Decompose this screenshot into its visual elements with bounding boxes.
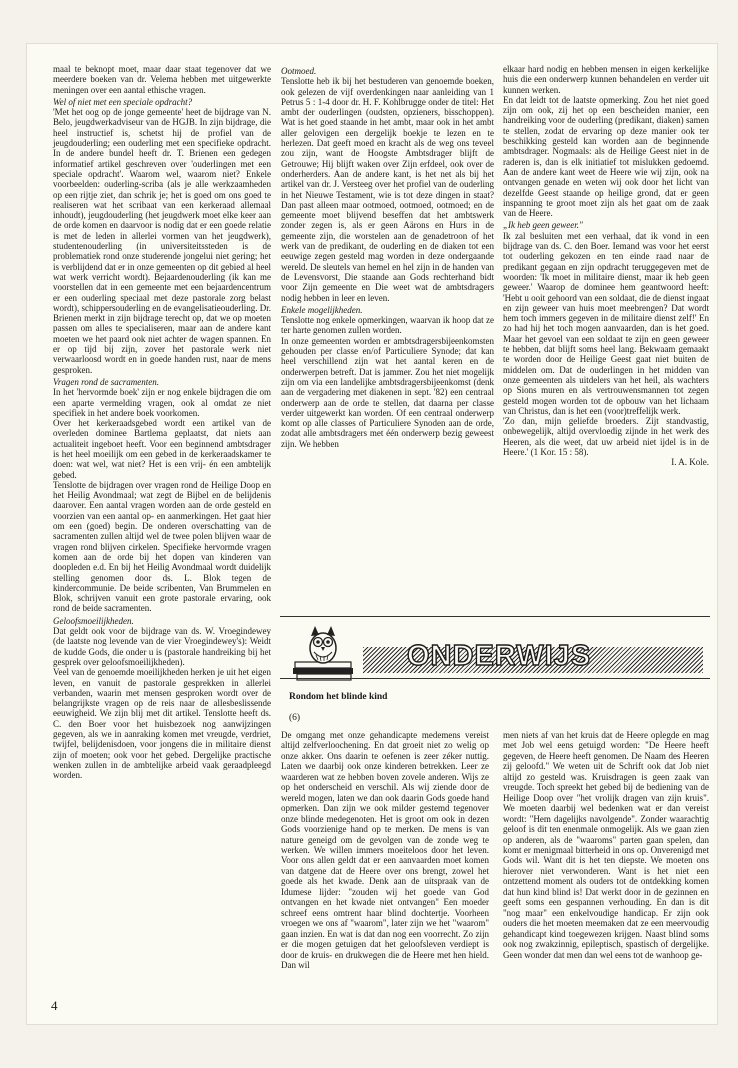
paragraph: In het 'hervormde boek' zijn er nog enkele bijdragen die om een aparte vermelding vragen, ook al omdat ze niet specifiek in het andere boek voorkomen. — [53, 387, 271, 418]
paragraph: En dat leidt tot de laatste opmerking. Zou het niet goed zijn om ook, zij het op een bescheiden manier, een handreiking voor de ouderling (predikant, diaken) samen te stellen, zodat de ervaring op deze manier ook ter beschikking gesteld kan worden aan de beginnende ambtsdrager. Nogmaals: als de Heilige Geest niet in de raderen is, dan is elk initiatief tot mislukken gedoemd. Aan de andere kant weet de Heere wie wij zijn, ook na ontvangen genade en weten wij ook door het licht van dezelfde Geest staande op heilige grond, dat er geen inspanning te groot moet zijn als het gaat om de zaak van de Heere. — [503, 94, 709, 219]
subheading: Geloofsmoeilijkheden. — [53, 615, 134, 626]
paragraph: Tenslotte nog enkele opmerkingen, waarvan ik hoop dat ze ter harte genomen zullen worden. — [281, 315, 494, 336]
subheading: Vragen rond de sacramenten. — [53, 376, 159, 387]
column-2 — [281, 64, 494, 449]
paragraph: Dat geldt ook voor de bijdrage van ds. W. Vroegindewey (de laatste nog levende van de vier Vroegindewey's): Weidt de kudde Gods, die onder u is (pastorale handreiking bij het gesprek over geloofsmoeilijkheden). — [53, 626, 271, 667]
paragraph: elkaar hard nodig en hebben mensen in eigen kerkelijke huis die een onderwerp kunnen behandelen en verder uit kunnen werken. — [503, 64, 709, 95]
paragraph: In onze gemeenten worden er ambtsdragersbijeenkomsten gehouden per classe en/of Particuliere Synode; dat kan heel verschillend zijn wat het aantal keren en de onderwerpen betreft. Dat is jammer. Zou het niet mogelijk zijn om via een landelijke ambtsdragersbijeenkomst (denk aan de vergadering met diakenen in sept. '82) een centraal onderwerp aan de orde te stellen, dat daarna per classe verder uitgewerkt kan worden. Of een centraal onderwerp komt op alle classes of Particuliere Synoden aan de orde, zodat alle ambtsdragers met één onderwerp bezig geweest zijn. We hebben — [281, 335, 494, 449]
column-3 — [503, 64, 709, 468]
section-rule-bottom — [280, 678, 710, 679]
page-number: 4 — [51, 998, 58, 1013]
paragraph: 'Met het oog op de jonge gemeente' heet de bijdrage van N. Belo, jeugdwerkadviseur van de HGJB. In zijn bijdrage, die heel instructief is, schetst hij de profiel van de jeugdouderling; een ouderling met een specifieke opdracht. In de andere bundel heeft dr. T. Brienen een gedegen informatief artikel geschreven over 'ouderlingen met een speciale opdracht'. Waarom wel, waarom niet? Enkele voorbeelden: ouderling-scriba (als je alle werkzaamheden op een rijtje ziet, dan schrik je; het is goed om ons goed te realiseren wat het scribaat van een kerkeraad allemaal inhoudt), jeugdouderling (het jeugdwerk moet elke keer aan de orde komen en daarvoor is nodig dat er een goede relatie is met de leden in allerlei vormen van het jeugdwerk), studentenouderling (in universiteitssteden is de problematiek rond onze studerende jongelui niet gering; het is verblijdend dat er in onze gemeenten op dit gebied al heel wat werk verricht wordt). Bejaardenouderling (ik kan me voorstellen dat in een gemeente met een bejaardencentrum er een ouderling speciaal met deze pastorale zorg belast wordt), schippersouderling en de evangelisatieouderling. Dr. Brienen merkt in zijn bijdrage terecht op, dat we op moeten passen om alles te specialiseren, maar aan de andere kant moeten we het paard ook niet achter de wagen spannen. En er op tijd bij zijn, zover het pastorale werk niet verwaarloosd wordt en in goede handen rust, naar de mens gesproken. — [53, 107, 271, 375]
author-signature: I. A. Kole. — [671, 457, 709, 468]
subheading: „Ik heb geen geweer." — [503, 220, 583, 231]
column-5 — [503, 730, 709, 960]
subheading: Ootmoed. — [281, 66, 317, 76]
subheading: Enkele mogelijkheden. — [281, 304, 363, 315]
paragraph: De omgang met onze gehandicapte medemens vereist altijd zelfverloochening. En dat groeit niet zo welig op onze akker. Ons daarin te oefenen is zeer zéker nuttig. Laten we daarbij ook onze kinderen betrekken. Leer ze waarderen wat ze hebben boven zovele anderen. Wijs ze op het onderscheid en verschil. Als wij ziende door de wereld mogen, laten we dan ook daarin Gods goede hand opmerken. Dan zijn we ook milder gestemd tegenover onze blinde medegenoten. Het is groot om ook in dezen Gods voorzienige hand op te merken. De mens is van nature geneigd om de gevolgen van de zonde weg te werken. We willen immers moeiteloos door het leven. Voor ons allen geldt dat er een aanvaarden moet komen van datgene dat de Heere over ons brengt, zowel het goede als het kwade. Denk aan de uitspraak van de Idumese lijder: "zouden wij het goede van God ontvangen en het kwade niet ontvangen" Een moeder schreef eens omtrent haar blind dochtertje. Voorheen vroegen we ons af "waarom", later zijn we het "waarom" gaan inzien. En wat is dat dan nog een voorrecht. Zo zijn er die mogen getuigen dat het geloofsleven verdiept is door de kruis- en drukwegen die de Heere met hen hield. Dan wil — [281, 730, 489, 970]
column-4 — [281, 730, 489, 970]
paragraph: Over het kerkeraadsgebed wordt een artikel van de overleden dominee Bartlema geplaatst, dat niets aan actualiteit ingeboet heeft. Voor een beginnend ambtsdrager is het heel moeilijk om een gebed in de kerkeraadskamer te doen: wat wel, wat niet? Het is een vrij- én een ambtelijk gebed. — [53, 418, 271, 480]
article-title: Rondom het blinde kind — [289, 692, 388, 702]
newspaper-page — [27, 44, 717, 1024]
subheading: Wel of niet met een speciale opdracht? — [53, 96, 193, 107]
paragraph: Veel van de genoemde moeilijkheden herken je uit het eigen leven, en vanuit de pastorale gesprekken in allerlei verbanden, waarin met mensen gesproken wordt over de belangrijkste vragen op de reis naar de allesbeslissende eeuwigheid. We zijn blij met dit artikel. Tenslotte heeft ds. C. den Boer voor het huisbezoek nog aanwijzingen gegeven, als we in aanraking komen met vreugde, verdriet, twijfel, belijdenisdoen, voor jongens die in militaire dienst zijn of moeten; ook voor het gebed. Dergelijke practische wenken zullen in de ambtelijke arbeid vaak geraadpleegd worden. — [53, 667, 271, 781]
owl-on-books-icon — [289, 622, 359, 682]
paragraph: maal te beknopt moet, maar daar staat tegenover dat we meerdere boeken van dr. Velema hebben met uitgewerkte meningen over een aantal ethische vragen. — [53, 64, 271, 95]
article-part-number: (6) — [289, 713, 301, 723]
paragraph: men niets af van het kruis dat de Heere oplegde en mag met Job wel eens getuigd worden: "De Heere heeft gegeven, de Heere heeft genomen. De Naam des Heeren zij geloofd." We weten uit de Schrift ook dat Job niet altijd zo gesteld was. Kruisdragen is geen zaak van vreugde. Toch spreekt het gebed bij de bediening van de Heilige Doop over "het vrolijk dragen van zijn kruis". We moeten daarbij wel bedenken wat er dan vereist wordt: "Hem dagelijks navolgende". Zonder waarachtig geloof is dit ten enenmale onmogelijk. Als we gaan zien op anderen, als de "waaroms" parten gaan spelen, dan komt er menigmaal bitterheid in ons op. Onverenigd met Gods wil. Want dit is het ten diepste. We moeten ons hierover niet verwonderen. Want is het niet een ontzettend moment als ouders tot de ontdekking komen dat hun kind blind is! Dat werkt door in de gezinnen en geeft soms een gespannen verhouding. En dan is dit "nog maar" een enkelvoudige handicap. Er zijn ook ouders die het moeten meemaken dat ze een meervoudig gehandicapt kind toegewezen krijgen. Naast blind soms ook nog zwakzinnig, epileptisch, spastisch of dergelijke. Geen wonder dat men dan wel eens tot de wanhoop ge- — [503, 730, 709, 960]
section-rule-top — [280, 616, 710, 617]
paragraph: 'Zo dan, mijn geliefde broeders. Zijt standvastig, onbewegelijk, altijd overvloedig zijnde in het werk des Heeren, als die weet, dat uw arbeid niet ijdel is in de Heere.' (1 Kor. 15 : 58). — [503, 416, 709, 457]
paragraph: Tenslotte heb ik bij het bestuderen van genoemde boeken, ook gelezen de vijf overdenkingen naar aanleiding van 1 Petrus 5 : 1-4 door dr. H. F. Kohlbrugge onder de titel: Het ambt der ouderlingen (oudsten, opzieners, bisschoppen). Wat is het goed staande in het ambt, maar ook in het ambt aller gelovigen een dergelijk boekje te lezen en te herlezen. Dat geeft moed en kracht als de weg ons teveel zou zijn, want de Hoogste Ambtsdrager blijft de Getrouwe; Hij blijft waken over Zijn erfdeel, ook over de onderherders. Aan de andere kant, is het net als bij het artikel van dr. J. Versteeg over het profiel van de ouderling in het Nieuwe Testament, wie is tot deze dingen in staat? Dan past alleen maar ootmoed, ootmoed, ootmoed; en de gemeente moet blijvend beseffen dat het ambtswerk zonder zegen is, als er geen Aärons en Hurs in de gemeente zijn, die worstelen aan de genadetroon of het werk van de predikant, de ouderling en de diaken tot een eeuwige zegen gesteld mag worden in deze ondergaande wereld. De sleutels van hemel en hel zijn in de handen van de Levensvorst, Die staande aan Gods rechterhand bidt voor Zijn gemeente en Die weet wat de ambtsdragers nodig hebben in leer en leven. — [281, 76, 494, 303]
section-banner-label: ONDERWIJS — [407, 640, 592, 672]
paragraph: Ik zal besluiten met een verhaal, dat ik vond in een bijdrage van ds. C. den Boer. Iemand was voor het eerst tot ouderling gekozen en ten einde raad naar de predikant gegaan en zijn opdracht teruggegeven met de woorden: 'Ik moet in militaire dienst, maar ik heb geen geweer.' Waarop de dominee hem geantwoord heeft: 'Hebt u ooit gehoord van een soldaat, die de dienst ingaat en zijn geweer van huis moet meebrengen? Dat wordt hem toch immers gegeven in de militaire dienst zelf!' En zo had hij het toch mogen aanvaarden, dan is het goed. Maar het gevoel van een soldaat te zijn en geen geweer te hebben, dat blijft soms heel lang. Bekwaam gemaakt te worden door de Heilige Geest gaat niet buiten de middelen om. Dat de ouderlingen in het midden van onze gemeenten als uitdelers van het heil, als wachters op Sions muren en als vertrouwensmannen tot zegen gesteld mogen worden tot de opbouw van het lichaam van Christus, dan is het een (voor)treffelijk werk. — [503, 230, 709, 416]
paragraph: Tenslotte de bijdragen over vragen rond de Heilige Doop en het Heilig Avondmaal; wat zegt de Bijbel en de belijdenis daarover. Een aantal vragen worden aan de orde gesteld en voorzien van een aantal op- en aanmerkingen. Het gaat hier om een (goed) begin. De onderen overschatting van de sacramenten zullen altijd wel de twee polen blijven waar de vragen rond blijven cirkelen. Specifieke hervormde vragen komen aan de orde bij het dopen van kinderen van doopleden e.d. En bij het Heilig Avondmaal wordt duidelijk stelling genomen door ds. L. Blok tegen de kindercommunie. De beide scribenten, Van Brummelen en Blok, schrijven vanuit een grote pastorale ervaring, ook rond de beide sacramenten. — [53, 479, 271, 614]
column-1 — [53, 64, 271, 780]
